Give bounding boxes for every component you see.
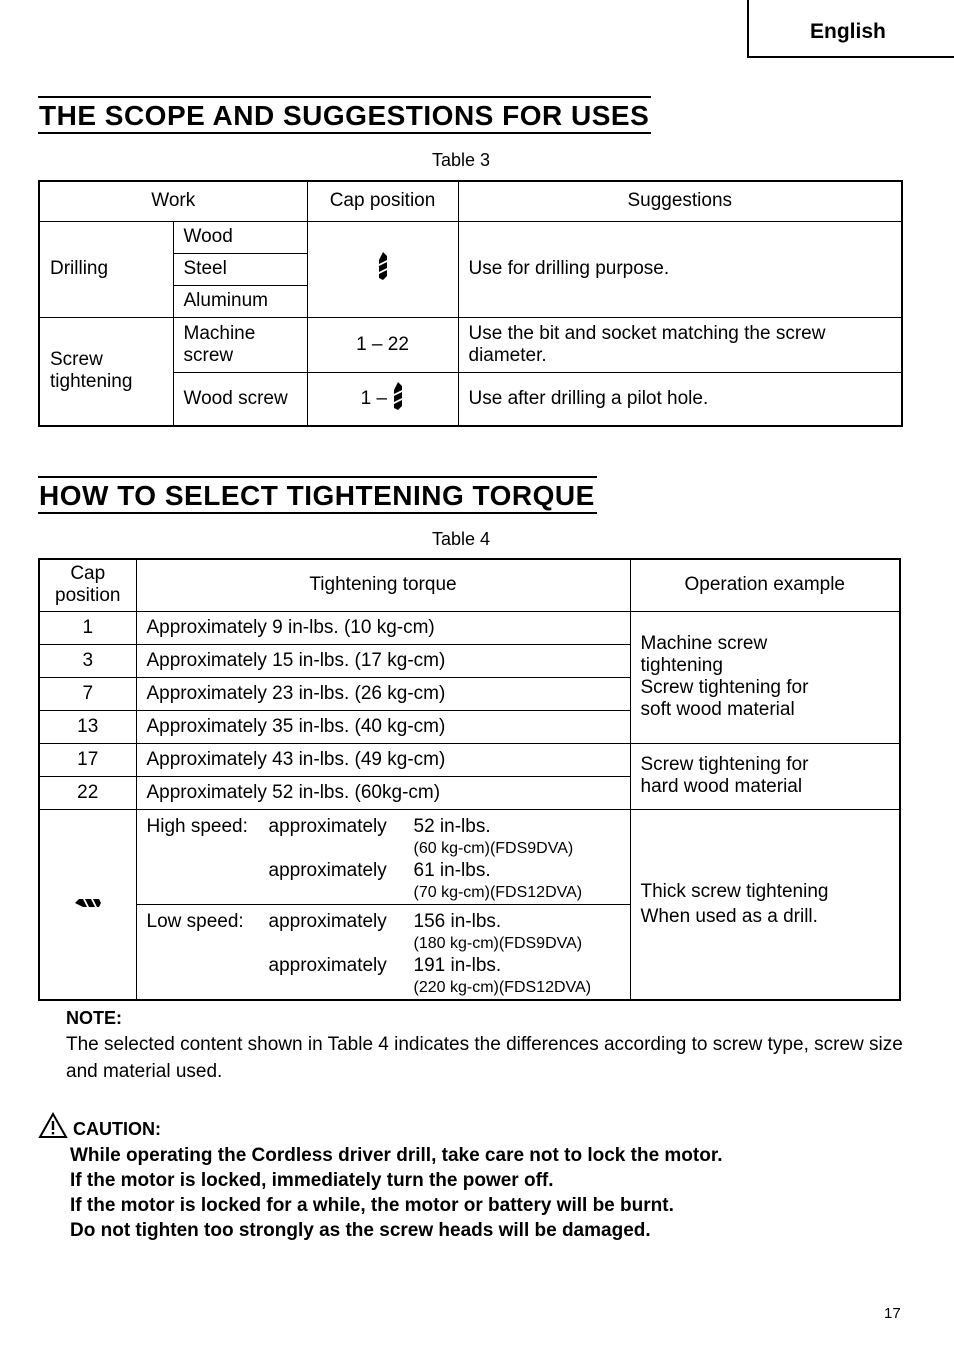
caution-label: CAUTION: (73, 1119, 161, 1139)
col-header-operation-example: Operation example (630, 559, 900, 611)
col-header-cap-position: Cap position (39, 559, 136, 611)
wood-screw-cap (307, 372, 458, 426)
cap-value: 13 (39, 710, 136, 743)
example-line: When used as a drill. (640, 906, 818, 927)
cap-value: 1 (39, 611, 136, 644)
high-speed-sub-2: (70 kg-cm)(FDS12DVA) (413, 883, 583, 901)
torque-value: Approximately 9 in-lbs. (10 kg-cm) (136, 611, 630, 644)
example-line: Screw tightening for (640, 677, 809, 698)
material-aluminum: Aluminum (173, 285, 307, 317)
drill-mode-icon (74, 893, 102, 914)
table-row (39, 809, 900, 904)
col-header-cap-position: Cap position (307, 181, 458, 221)
torque-value: Approximately 35 in-lbs. (40 kg-cm) (136, 710, 630, 743)
page-number: 17 (884, 1305, 901, 1322)
caution-text (70, 1143, 722, 1243)
high-speed-cell (136, 809, 630, 904)
cap-value: 7 (39, 677, 136, 710)
drill-cap-cell (307, 221, 458, 317)
operation-example-drill (630, 809, 900, 1000)
caution-line: Do not tighten too strongly as the screw heads will be damaged. (70, 1220, 651, 1241)
wood-screw-suggestion: Use after drilling a pilot hole. (458, 372, 902, 426)
example-line: soft wood material (640, 699, 795, 720)
example-line: Screw tightening for (640, 754, 809, 775)
operation-example-group-2 (630, 743, 900, 809)
note-text: The selected content shown in Table 4 indicates the differences according to screw type, screw size and material used. (66, 1034, 903, 1082)
low-speed-approx-2: approximately (268, 954, 387, 976)
wood-screw-cap-prefix: 1 – (360, 387, 388, 409)
machine-screw-label: Machine screw (173, 317, 307, 372)
table-4 (38, 558, 901, 1001)
high-speed-value-2: 61 in-lbs. (413, 859, 491, 881)
table-3-caption: Table 3 (432, 150, 491, 170)
example-line: tightening (640, 655, 723, 676)
cap-value: 3 (39, 644, 136, 677)
material-wood: Wood (173, 221, 307, 253)
drilling-suggestion: Use for drilling purpose. (458, 221, 902, 317)
machine-screw-suggestion: Use the bit and socket matching the screw diameter. (458, 317, 902, 372)
torque-value: Approximately 15 in-lbs. (17 kg-cm) (136, 644, 630, 677)
high-speed-sub-1: (60 kg-cm)(FDS9DVA) (413, 839, 574, 857)
low-speed-sub-2: (220 kg-cm)(FDS12DVA) (413, 978, 592, 996)
caution-line: While operating the Cordless driver drill, take care not to lock the motor. (70, 1145, 723, 1166)
table-4-caption: Table 4 (432, 529, 491, 549)
example-line: Thick screw tightening (640, 881, 829, 902)
operation-example-group-1 (630, 611, 900, 743)
wood-screw-label: Wood screw (173, 372, 307, 426)
high-speed-approx-1: approximately (268, 815, 387, 837)
high-speed-approx-2: approximately (268, 859, 387, 881)
low-speed-sub-1: (180 kg-cm)(FDS9DVA) (413, 934, 583, 952)
col-header-tightening-torque: Tightening torque (136, 559, 630, 611)
table-row (39, 611, 900, 644)
drill-mode-cap-cell (39, 809, 136, 1000)
cap-value: 22 (39, 776, 136, 809)
high-speed-value-1: 52 in-lbs. (413, 815, 491, 837)
drill-icon (377, 251, 389, 287)
low-speed-value-2: 191 in-lbs. (413, 954, 502, 976)
warning-triangle-icon (38, 1112, 68, 1144)
low-speed-cell (136, 904, 630, 1000)
drilling-label: Drilling (39, 221, 173, 317)
torque-value: Approximately 43 in-lbs. (49 kg-cm) (136, 743, 630, 776)
section-heading-torque: HOW TO SELECT TIGHTENING TORQUE (38, 476, 597, 514)
caution-line: If the motor is locked, immediately turn the power off. (70, 1170, 554, 1191)
low-speed-approx-1: approximately (268, 910, 387, 932)
table-3 (38, 180, 903, 427)
cap-value: 17 (39, 743, 136, 776)
drill-icon (392, 381, 404, 417)
table-row (39, 743, 900, 776)
screw-tightening-label: Screw tightening (39, 317, 173, 426)
machine-screw-cap: 1 – 22 (307, 317, 458, 372)
note-label: NOTE: (66, 1008, 122, 1028)
torque-value: Approximately 23 in-lbs. (26 kg-cm) (136, 677, 630, 710)
low-speed-label: Low speed: (146, 910, 244, 932)
example-line: hard wood material (640, 776, 803, 797)
torque-value: Approximately 52 in-lbs. (60kg-cm) (136, 776, 630, 809)
col-header-suggestions: Suggestions (458, 181, 902, 221)
col-header-work: Work (39, 181, 307, 221)
low-speed-value-1: 156 in-lbs. (413, 910, 502, 932)
example-line: Machine screw (640, 633, 768, 654)
language-label: English (810, 20, 886, 43)
high-speed-label: High speed: (146, 815, 248, 837)
material-steel: Steel (173, 253, 307, 285)
caution-line: If the motor is locked for a while, the motor or battery will be burnt. (70, 1195, 674, 1216)
section-heading-scope: THE SCOPE AND SUGGESTIONS FOR USES (38, 96, 651, 134)
